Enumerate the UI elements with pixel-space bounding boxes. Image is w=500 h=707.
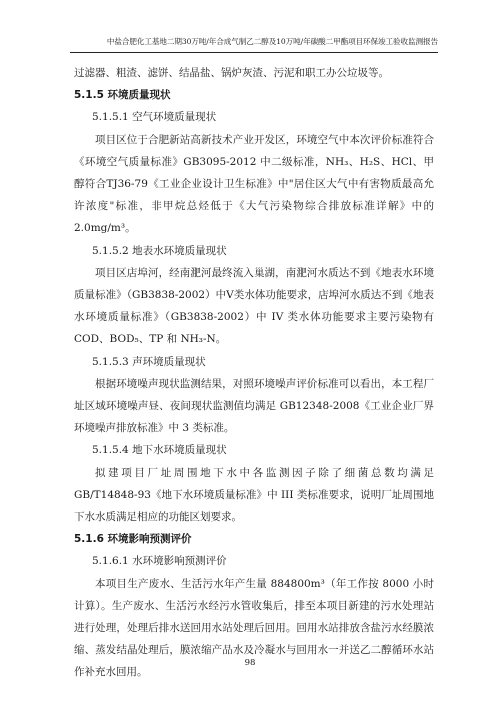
heading-noise: 5.1.5.3 声环境质量现状 bbox=[92, 355, 206, 368]
paragraph-air-quality: 项目区位于合肥新站高新技术产业开发区，环境空气中本次评价标准符合《环境空气质量标准》GB3095-2012 中二级标准，NH₃、H₂S、HCl、甲醇符合TJ36-79《工业企业设计卫生标准》中"居住区大气中有害物质最高允许浓度"标准，非甲烷总烃低于《大气污染物综合排放标准详解》中的 2.0mg/m³。 bbox=[74, 133, 434, 235]
heading-air-quality: 5.1.5.1 空气环境质量现状 bbox=[92, 111, 217, 124]
header-rule bbox=[70, 52, 438, 53]
paragraph-noise: 根据环境噪声现状监测结果，对照环境噪声评价标准可以看出，本工程厂址区域环境噪声昼、夜间现状监测值均满足 GB12348-2008《工业企业厂界环境噪声排放标准》中 3 类标准。 bbox=[74, 377, 434, 435]
heading-impact-prediction: 5.1.6 环境影响预测评价 bbox=[74, 533, 192, 546]
heading-water-impact: 5.1.6.1 水环境影响预测评价 bbox=[92, 555, 227, 568]
page-body bbox=[74, 62, 434, 684]
paragraph-groundwater: 拟建项目厂址周围地下水中各监测因子除了细菌总数均满足 GB/T14848-93《地下水环境质量标准》中 III 类标准要求，说明厂址周围地下水水质满足相应的功能区划要求。 bbox=[74, 466, 434, 524]
heading-environmental-quality: 5.1.5 环境质量现状 bbox=[74, 89, 171, 102]
heading-surface-water: 5.1.5.2 地表水环境质量现状 bbox=[92, 244, 227, 257]
paragraph-surface-water: 项目区店埠河，经南淝河最终流入巢湖，南淝河水质达不到《地表水环境质量标准》（GB3838-2002）中Ⅴ类水体功能要求，店埠河水质达不到《地表水环境质量标准》（GB3838-2002）中 IV 类水体功能要求主要污染物有 COD、BOD₅、TP 和 NH₃-N。 bbox=[74, 266, 434, 346]
heading-groundwater: 5.1.5.4 地下水环境质量现状 bbox=[92, 444, 227, 457]
page-number: 98 bbox=[244, 658, 256, 668]
paragraph-solid-waste: 过滤器、粗渣、滤饼、结晶盐、锅炉灰渣、污泥和职工办公垃圾等。 bbox=[74, 67, 389, 79]
running-header: 中盐合肥化工基地二期30万吨/年合成气制乙二醇及10万吨/年碳酸二甲酯项目环保竣工验收监测报告 bbox=[106, 37, 438, 46]
paragraph-water-impact: 本项目生产废水、生活污水年产生量 884800m³（年工作按 8000 小时计算）。生产废水、生活污水经污水管收集后，排至本项目新建的污水处理站进行处理，处理后排水送回用水站处理后回用。回用水站排放含盐污水经膜浓缩、蒸发结晶处理后，膜浓缩产品水及冷凝水与回用水一并送乙二醇循环水站作补充水回用。 bbox=[74, 577, 434, 679]
